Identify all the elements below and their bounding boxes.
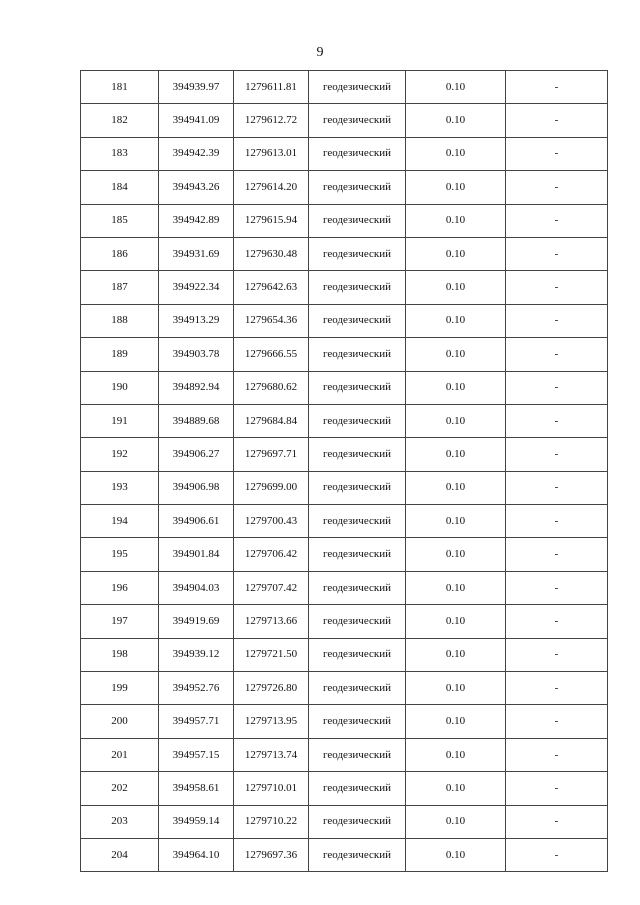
table-row: [81, 371, 608, 404]
y-coordinate-cell: 1279642.63: [234, 271, 309, 304]
table-row: [81, 638, 608, 671]
description-cell: -: [506, 271, 608, 304]
description-cell: -: [506, 237, 608, 270]
accuracy-cell: 0.10: [406, 304, 506, 337]
y-coordinate-cell: 1279713.66: [234, 605, 309, 638]
x-coordinate-cell: 394942.89: [159, 204, 234, 237]
method-cell: геодезический: [309, 505, 406, 538]
method-cell: геодезический: [309, 605, 406, 638]
point-number-cell: 188: [81, 304, 159, 337]
y-coordinate-cell: 1279699.00: [234, 471, 309, 504]
accuracy-cell: 0.10: [406, 538, 506, 571]
x-coordinate-cell: 394952.76: [159, 672, 234, 705]
page-number: 9: [316, 45, 324, 60]
point-number-cell: 203: [81, 805, 159, 838]
method-cell: геодезический: [309, 538, 406, 571]
description-cell: -: [506, 505, 608, 538]
description-cell: -: [506, 104, 608, 137]
coordinates-table: [80, 70, 608, 872]
point-number-cell: 185: [81, 204, 159, 237]
description-cell: -: [506, 438, 608, 471]
description-cell: -: [506, 538, 608, 571]
y-coordinate-cell: 1279707.42: [234, 571, 309, 604]
y-coordinate-cell: 1279700.43: [234, 505, 309, 538]
y-coordinate-cell: 1279613.01: [234, 137, 309, 170]
method-cell: геодезический: [309, 304, 406, 337]
y-coordinate-cell: 1279710.22: [234, 805, 309, 838]
point-number-cell: 191: [81, 404, 159, 437]
x-coordinate-cell: 394943.26: [159, 171, 234, 204]
accuracy-cell: 0.10: [406, 171, 506, 204]
description-cell: -: [506, 171, 608, 204]
point-number-cell: 193: [81, 471, 159, 504]
y-coordinate-cell: 1279697.36: [234, 838, 309, 871]
table-row: [81, 71, 608, 104]
y-coordinate-cell: 1279630.48: [234, 237, 309, 270]
description-cell: -: [506, 137, 608, 170]
y-coordinate-cell: 1279612.72: [234, 104, 309, 137]
y-coordinate-cell: 1279710.01: [234, 772, 309, 805]
table-row: [81, 838, 608, 871]
y-coordinate-cell: 1279680.62: [234, 371, 309, 404]
accuracy-cell: 0.10: [406, 471, 506, 504]
point-number-cell: 187: [81, 271, 159, 304]
accuracy-cell: 0.10: [406, 104, 506, 137]
accuracy-cell: 0.10: [406, 271, 506, 304]
accuracy-cell: 0.10: [406, 838, 506, 871]
description-cell: -: [506, 805, 608, 838]
point-number-cell: 198: [81, 638, 159, 671]
x-coordinate-cell: 394913.29: [159, 304, 234, 337]
method-cell: геодезический: [309, 438, 406, 471]
method-cell: геодезический: [309, 104, 406, 137]
y-coordinate-cell: 1279684.84: [234, 404, 309, 437]
description-cell: -: [506, 738, 608, 771]
description-cell: -: [506, 338, 608, 371]
y-coordinate-cell: 1279713.74: [234, 738, 309, 771]
x-coordinate-cell: 394964.10: [159, 838, 234, 871]
description-cell: -: [506, 371, 608, 404]
accuracy-cell: 0.10: [406, 672, 506, 705]
method-cell: геодезический: [309, 705, 406, 738]
y-coordinate-cell: 1279654.36: [234, 304, 309, 337]
table-row: [81, 304, 608, 337]
point-number-cell: 184: [81, 171, 159, 204]
method-cell: геодезический: [309, 137, 406, 170]
x-coordinate-cell: 394903.78: [159, 338, 234, 371]
y-coordinate-cell: 1279726.80: [234, 672, 309, 705]
accuracy-cell: 0.10: [406, 738, 506, 771]
description-cell: -: [506, 605, 608, 638]
y-coordinate-cell: 1279721.50: [234, 638, 309, 671]
method-cell: геодезический: [309, 171, 406, 204]
table-row: [81, 772, 608, 805]
x-coordinate-cell: 394931.69: [159, 237, 234, 270]
x-coordinate-cell: 394957.15: [159, 738, 234, 771]
accuracy-cell: 0.10: [406, 605, 506, 638]
accuracy-cell: 0.10: [406, 71, 506, 104]
method-cell: геодезический: [309, 471, 406, 504]
x-coordinate-cell: 394892.94: [159, 371, 234, 404]
method-cell: геодезический: [309, 772, 406, 805]
x-coordinate-cell: 394906.98: [159, 471, 234, 504]
point-number-cell: 201: [81, 738, 159, 771]
description-cell: -: [506, 571, 608, 604]
x-coordinate-cell: 394904.03: [159, 571, 234, 604]
table-row: [81, 705, 608, 738]
method-cell: геодезический: [309, 71, 406, 104]
accuracy-cell: 0.10: [406, 338, 506, 371]
accuracy-cell: 0.10: [406, 571, 506, 604]
x-coordinate-cell: 394901.84: [159, 538, 234, 571]
x-coordinate-cell: 394939.12: [159, 638, 234, 671]
table-row: [81, 338, 608, 371]
point-number-cell: 183: [81, 137, 159, 170]
description-cell: -: [506, 838, 608, 871]
y-coordinate-cell: 1279697.71: [234, 438, 309, 471]
point-number-cell: 192: [81, 438, 159, 471]
description-cell: -: [506, 672, 608, 705]
method-cell: геодезический: [309, 672, 406, 705]
x-coordinate-cell: 394939.97: [159, 71, 234, 104]
description-cell: -: [506, 772, 608, 805]
point-number-cell: 200: [81, 705, 159, 738]
table-row: [81, 271, 608, 304]
description-cell: -: [506, 638, 608, 671]
point-number-cell: 199: [81, 672, 159, 705]
y-coordinate-cell: 1279666.55: [234, 338, 309, 371]
x-coordinate-cell: 394958.61: [159, 772, 234, 805]
point-number-cell: 196: [81, 571, 159, 604]
table-row: [81, 738, 608, 771]
table-row: [81, 538, 608, 571]
y-coordinate-cell: 1279713.95: [234, 705, 309, 738]
description-cell: -: [506, 204, 608, 237]
point-number-cell: 189: [81, 338, 159, 371]
x-coordinate-cell: 394941.09: [159, 104, 234, 137]
y-coordinate-cell: 1279611.81: [234, 71, 309, 104]
point-number-cell: 190: [81, 371, 159, 404]
accuracy-cell: 0.10: [406, 805, 506, 838]
x-coordinate-cell: 394919.69: [159, 605, 234, 638]
accuracy-cell: 0.10: [406, 772, 506, 805]
table-row: [81, 171, 608, 204]
table-row: [81, 137, 608, 170]
point-number-cell: 195: [81, 538, 159, 571]
table-row: [81, 505, 608, 538]
accuracy-cell: 0.10: [406, 438, 506, 471]
table-body: [81, 71, 608, 872]
description-cell: -: [506, 304, 608, 337]
accuracy-cell: 0.10: [406, 371, 506, 404]
accuracy-cell: 0.10: [406, 505, 506, 538]
accuracy-cell: 0.10: [406, 237, 506, 270]
table-row: [81, 471, 608, 504]
point-number-cell: 202: [81, 772, 159, 805]
table-row: [81, 438, 608, 471]
accuracy-cell: 0.10: [406, 705, 506, 738]
method-cell: геодезический: [309, 237, 406, 270]
x-coordinate-cell: 394906.27: [159, 438, 234, 471]
method-cell: геодезический: [309, 838, 406, 871]
method-cell: геодезический: [309, 738, 406, 771]
y-coordinate-cell: 1279615.94: [234, 204, 309, 237]
table-row: [81, 204, 608, 237]
x-coordinate-cell: 394957.71: [159, 705, 234, 738]
y-coordinate-cell: 1279706.42: [234, 538, 309, 571]
description-cell: -: [506, 71, 608, 104]
point-number-cell: 181: [81, 71, 159, 104]
description-cell: -: [506, 705, 608, 738]
method-cell: геодезический: [309, 338, 406, 371]
table-row: [81, 805, 608, 838]
method-cell: геодезический: [309, 638, 406, 671]
accuracy-cell: 0.10: [406, 638, 506, 671]
method-cell: геодезический: [309, 371, 406, 404]
accuracy-cell: 0.10: [406, 404, 506, 437]
x-coordinate-cell: 394959.14: [159, 805, 234, 838]
point-number-cell: 197: [81, 605, 159, 638]
point-number-cell: 182: [81, 104, 159, 137]
table-row: [81, 605, 608, 638]
method-cell: геодезический: [309, 404, 406, 437]
method-cell: геодезический: [309, 204, 406, 237]
x-coordinate-cell: 394942.39: [159, 137, 234, 170]
table-row: [81, 571, 608, 604]
point-number-cell: 204: [81, 838, 159, 871]
x-coordinate-cell: 394922.34: [159, 271, 234, 304]
point-number-cell: 194: [81, 505, 159, 538]
table-row: [81, 404, 608, 437]
accuracy-cell: 0.10: [406, 204, 506, 237]
x-coordinate-cell: 394889.68: [159, 404, 234, 437]
x-coordinate-cell: 394906.61: [159, 505, 234, 538]
point-number-cell: 186: [81, 237, 159, 270]
y-coordinate-cell: 1279614.20: [234, 171, 309, 204]
table-row: [81, 104, 608, 137]
table-row: [81, 237, 608, 270]
method-cell: геодезический: [309, 571, 406, 604]
method-cell: геодезический: [309, 271, 406, 304]
accuracy-cell: 0.10: [406, 137, 506, 170]
description-cell: -: [506, 404, 608, 437]
description-cell: -: [506, 471, 608, 504]
method-cell: геодезический: [309, 805, 406, 838]
table-row: [81, 672, 608, 705]
